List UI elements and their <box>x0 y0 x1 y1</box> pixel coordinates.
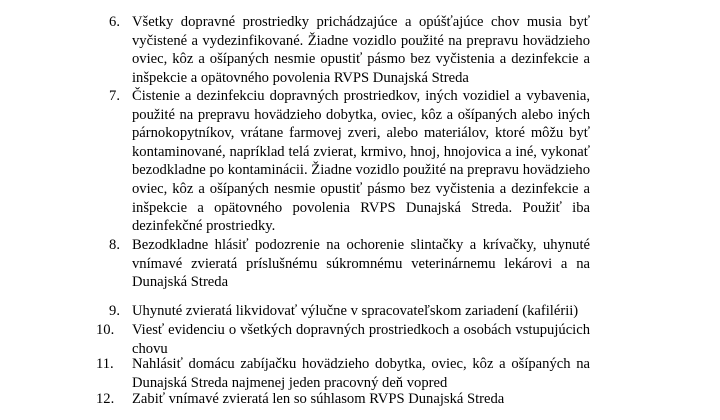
text-line: oviec, kôz a ošípaných nesmie opustiť pásmo bez vyčistenia a dezinfekcie a <box>132 51 590 68</box>
item-text <box>132 321 590 358</box>
text-line: Všetky dopravné prostriedky prichádzajúce a opúšťajúce chov musia byť <box>132 14 590 30</box>
text-line: inšpekcie a opätovného povolenia RVPS Dunajská Streda. Použiť iba <box>132 199 590 216</box>
item-number: 11. <box>96 356 114 372</box>
item-text <box>132 302 590 321</box>
text-line: kontaminované, napríklad telá zvierat, krmivo, hnoj, hnojovica a iné, vykonať <box>132 143 590 160</box>
text-line: dezinfekčné prostriedky. <box>132 218 276 235</box>
item-text <box>132 390 590 409</box>
text-line: oviec, kôz a ošípaných nesmie opustiť pásmo bez vyčistenia a dezinfekcie a <box>132 180 590 197</box>
text-line: Bezodkladne hlásiť podozrenie na ochorenie slintačky a krívačky, uhynuté <box>132 237 590 253</box>
text-line: Zabiť vnímavé zvieratá len so súhlasom RVPS Dunajská Streda <box>132 391 505 407</box>
text-line: Dunajská Streda najmenej jeden pracovný deň vopred <box>132 374 448 391</box>
item-number: 8. <box>109 237 120 253</box>
item-number: 10. <box>96 322 115 338</box>
item-number: 6. <box>109 14 120 30</box>
item-text <box>132 87 590 236</box>
text-line: vnímavé zvieratá príslušnému súkromnému veterinárnemu lekárovi a na <box>132 255 590 272</box>
item-text <box>132 13 590 87</box>
text-line: Dunajská Streda <box>132 274 229 291</box>
text-line: Viesť evidenciu o všetkých dopravných prostriedkoch a osobách vstupujúcich <box>132 322 590 338</box>
text-line: Nahlásiť domácu zabíjačku hovädzieho dobytka, oviec, kôz a ošípaných na <box>132 356 590 372</box>
item-text <box>132 236 590 292</box>
item-number: 7. <box>109 88 120 104</box>
text-line: použité na prepravu hovädzieho dobytka, oviec, kôz a ošípaných alebo iných <box>132 106 590 123</box>
item-number: 12. <box>96 391 115 407</box>
text-line: Čistenie a dezinfekciu dopravných prostriedkov, iných vozidiel a vybavenia, <box>132 88 590 104</box>
item-text <box>132 355 590 392</box>
item-number: 9. <box>109 303 120 319</box>
text-line: bezodkladne po kontaminácii. Žiadne vozidlo použité na prepravu hovädzieho <box>132 162 590 179</box>
text-line: vyčistené a vydezinfikované. Žiadne vozidlo použité na prepravu hovädzieho <box>132 32 590 49</box>
text-line: chovu <box>132 340 168 357</box>
text-line: inšpekcie a opätovného povolenia RVPS Dunajská Streda <box>132 69 469 86</box>
text-line: Uhynuté zvieratá likvidovať výlučne v spracovateľskom zariadení (kafilérii) <box>132 303 579 319</box>
text-line: párnokopytníkov, vrátane farmovej zveri, alebo materiálov, ktoré môžu byť <box>132 125 590 142</box>
